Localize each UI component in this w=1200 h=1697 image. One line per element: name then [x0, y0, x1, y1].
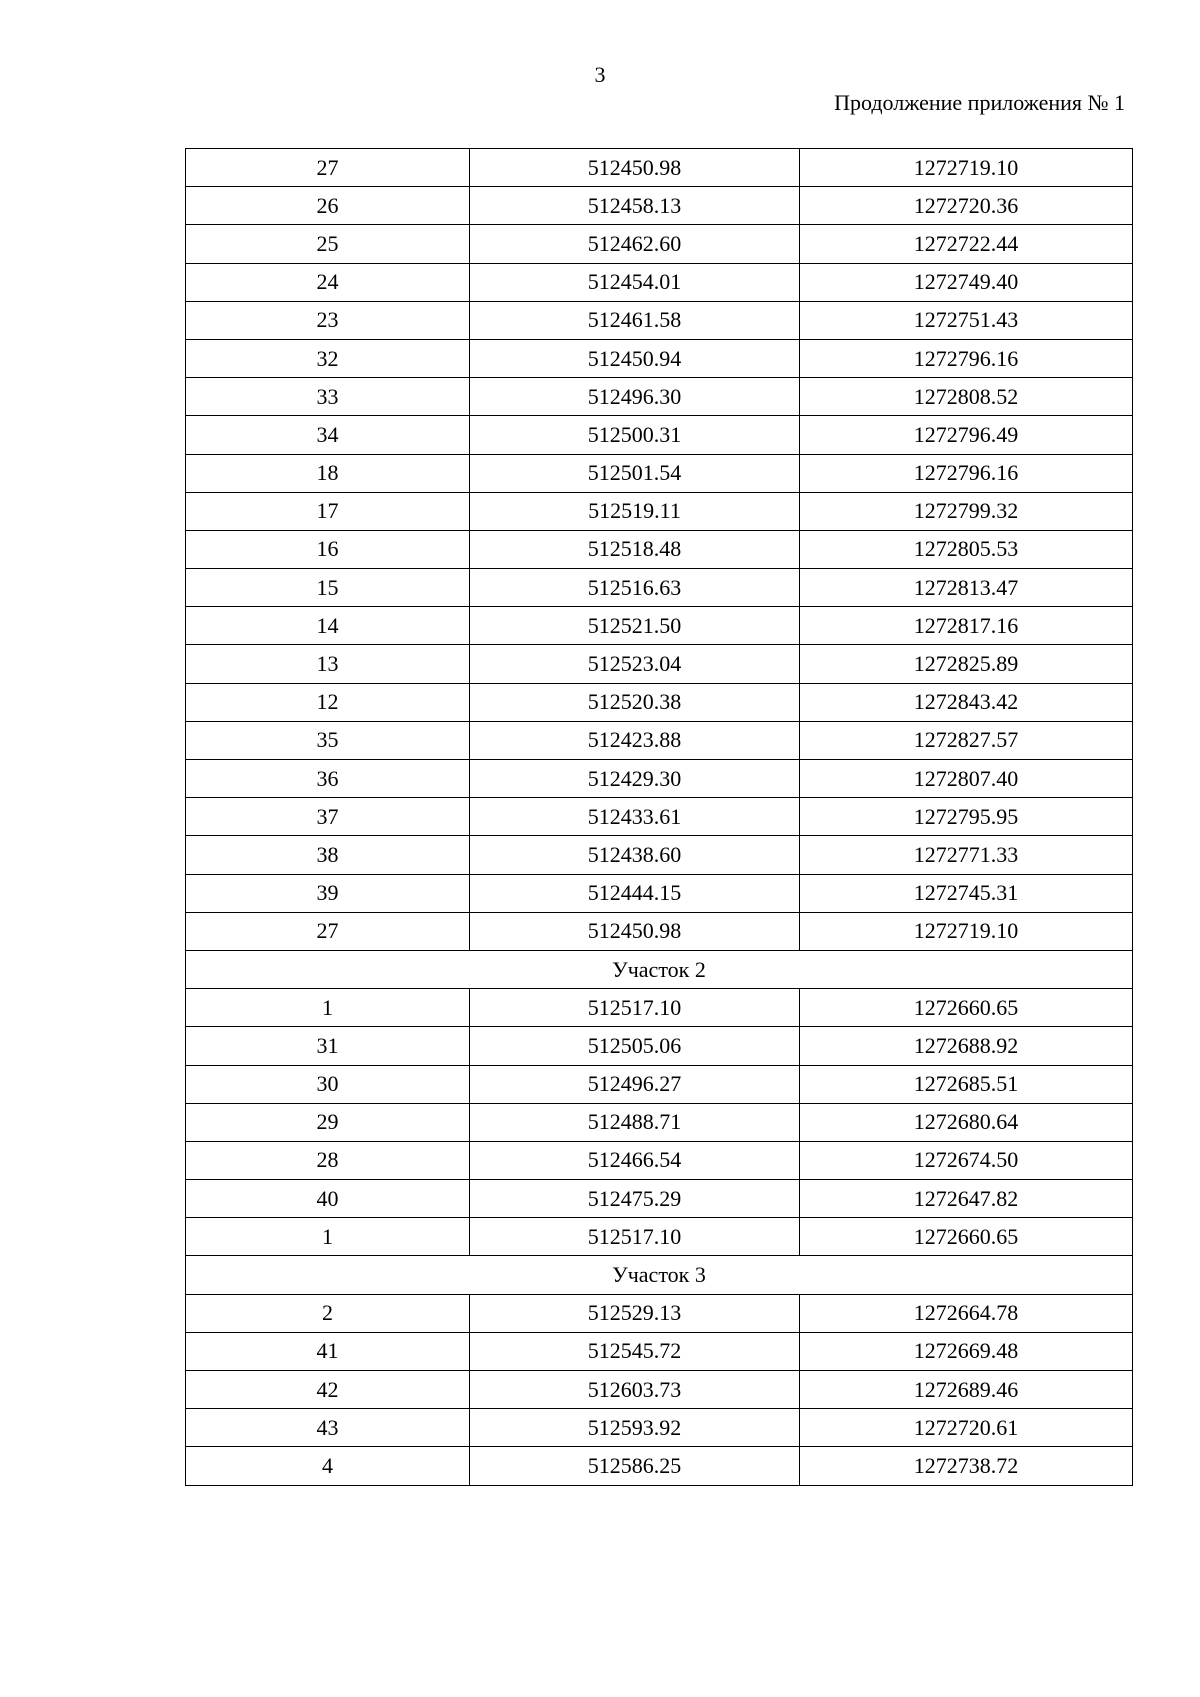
- table-row: [186, 301, 1133, 339]
- x-coordinate-cell: 512586.25: [470, 1447, 800, 1485]
- point-number-cell: 30: [186, 1065, 470, 1103]
- x-coordinate-cell: 512545.72: [470, 1332, 800, 1370]
- table-row: [186, 798, 1133, 836]
- x-coordinate-cell: 512496.27: [470, 1065, 800, 1103]
- y-coordinate-cell: 1272689.46: [800, 1371, 1133, 1409]
- y-coordinate-cell: 1272719.10: [800, 912, 1133, 950]
- x-coordinate-cell: 512521.50: [470, 607, 800, 645]
- table-row: [186, 378, 1133, 416]
- y-coordinate-cell: 1272647.82: [800, 1180, 1133, 1218]
- x-coordinate-cell: 512462.60: [470, 225, 800, 263]
- x-coordinate-cell: 512496.30: [470, 378, 800, 416]
- point-number-cell: 37: [186, 798, 470, 836]
- point-number-cell: 29: [186, 1103, 470, 1141]
- table-row: [186, 1027, 1133, 1065]
- table-row: [186, 1218, 1133, 1256]
- x-coordinate-cell: 512593.92: [470, 1409, 800, 1447]
- table-row: [186, 836, 1133, 874]
- point-number-cell: 35: [186, 721, 470, 759]
- table-row: [186, 1103, 1133, 1141]
- x-coordinate-cell: 512454.01: [470, 263, 800, 301]
- point-number-cell: 12: [186, 683, 470, 721]
- y-coordinate-cell: 1272771.33: [800, 836, 1133, 874]
- point-number-cell: 17: [186, 492, 470, 530]
- x-coordinate-cell: 512529.13: [470, 1294, 800, 1332]
- y-coordinate-cell: 1272685.51: [800, 1065, 1133, 1103]
- table-row: [186, 645, 1133, 683]
- point-number-cell: 31: [186, 1027, 470, 1065]
- table-row: [186, 149, 1133, 187]
- table-row: [186, 607, 1133, 645]
- page-number: 3: [594, 62, 606, 87]
- point-number-cell: 25: [186, 225, 470, 263]
- point-number-cell: 23: [186, 301, 470, 339]
- y-coordinate-cell: 1272680.64: [800, 1103, 1133, 1141]
- point-number-cell: 27: [186, 149, 470, 187]
- table-row: [186, 416, 1133, 454]
- table-row: [186, 1332, 1133, 1370]
- table-row: [186, 339, 1133, 377]
- section-title: Участок 3: [186, 1256, 1133, 1294]
- y-coordinate-cell: 1272796.16: [800, 454, 1133, 492]
- table-row: [186, 263, 1133, 301]
- y-coordinate-cell: 1272664.78: [800, 1294, 1133, 1332]
- x-coordinate-cell: 512523.04: [470, 645, 800, 683]
- section-header-row: [186, 950, 1133, 988]
- y-coordinate-cell: 1272808.52: [800, 378, 1133, 416]
- point-number-cell: 13: [186, 645, 470, 683]
- y-coordinate-cell: 1272669.48: [800, 1332, 1133, 1370]
- table-row: [186, 1371, 1133, 1409]
- table-row: [186, 187, 1133, 225]
- point-number-cell: 2: [186, 1294, 470, 1332]
- x-coordinate-cell: 512517.10: [470, 989, 800, 1027]
- point-number-cell: 42: [186, 1371, 470, 1409]
- x-coordinate-cell: 512501.54: [470, 454, 800, 492]
- x-coordinate-cell: 512461.58: [470, 301, 800, 339]
- coordinates-table-body: [186, 149, 1133, 1486]
- table-row: [186, 912, 1133, 950]
- y-coordinate-cell: 1272749.40: [800, 263, 1133, 301]
- y-coordinate-cell: 1272813.47: [800, 569, 1133, 607]
- point-number-cell: 1: [186, 989, 470, 1027]
- appendix-continuation-title: Продолжение приложения № 1: [834, 90, 1125, 115]
- table-row: [186, 1294, 1133, 1332]
- point-number-cell: 24: [186, 263, 470, 301]
- x-coordinate-cell: 512450.98: [470, 149, 800, 187]
- point-number-cell: 18: [186, 454, 470, 492]
- y-coordinate-cell: 1272799.32: [800, 492, 1133, 530]
- point-number-cell: 14: [186, 607, 470, 645]
- x-coordinate-cell: 512444.15: [470, 874, 800, 912]
- y-coordinate-cell: 1272751.43: [800, 301, 1133, 339]
- table-row: [186, 760, 1133, 798]
- point-number-cell: 41: [186, 1332, 470, 1370]
- y-coordinate-cell: 1272817.16: [800, 607, 1133, 645]
- point-number-cell: 1: [186, 1218, 470, 1256]
- section-header-row: [186, 1256, 1133, 1294]
- y-coordinate-cell: 1272674.50: [800, 1141, 1133, 1179]
- x-coordinate-cell: 512450.94: [470, 339, 800, 377]
- y-coordinate-cell: 1272745.31: [800, 874, 1133, 912]
- table-row: [186, 1141, 1133, 1179]
- point-number-cell: 15: [186, 569, 470, 607]
- point-number-cell: 36: [186, 760, 470, 798]
- table-row: [186, 492, 1133, 530]
- x-coordinate-cell: 512438.60: [470, 836, 800, 874]
- point-number-cell: 27: [186, 912, 470, 950]
- y-coordinate-cell: 1272719.10: [800, 149, 1133, 187]
- x-coordinate-cell: 512488.71: [470, 1103, 800, 1141]
- y-coordinate-cell: 1272795.95: [800, 798, 1133, 836]
- y-coordinate-cell: 1272827.57: [800, 721, 1133, 759]
- y-coordinate-cell: 1272805.53: [800, 530, 1133, 568]
- y-coordinate-cell: 1272720.36: [800, 187, 1133, 225]
- point-number-cell: 43: [186, 1409, 470, 1447]
- table-row: [186, 1447, 1133, 1485]
- y-coordinate-cell: 1272843.42: [800, 683, 1133, 721]
- point-number-cell: 33: [186, 378, 470, 416]
- y-coordinate-cell: 1272825.89: [800, 645, 1133, 683]
- table-row: [186, 1409, 1133, 1447]
- y-coordinate-cell: 1272796.49: [800, 416, 1133, 454]
- x-coordinate-cell: 512433.61: [470, 798, 800, 836]
- point-number-cell: 26: [186, 187, 470, 225]
- point-number-cell: 16: [186, 530, 470, 568]
- table-row: [186, 1065, 1133, 1103]
- x-coordinate-cell: 512603.73: [470, 1371, 800, 1409]
- y-coordinate-cell: 1272796.16: [800, 339, 1133, 377]
- table-row: [186, 569, 1133, 607]
- table-row: [186, 874, 1133, 912]
- table-row: [186, 454, 1133, 492]
- coordinates-table: [185, 148, 1133, 1486]
- y-coordinate-cell: 1272660.65: [800, 989, 1133, 1027]
- point-number-cell: 28: [186, 1141, 470, 1179]
- x-coordinate-cell: 512505.06: [470, 1027, 800, 1065]
- y-coordinate-cell: 1272688.92: [800, 1027, 1133, 1065]
- point-number-cell: 39: [186, 874, 470, 912]
- section-title: Участок 2: [186, 950, 1133, 988]
- point-number-cell: 34: [186, 416, 470, 454]
- x-coordinate-cell: 512520.38: [470, 683, 800, 721]
- x-coordinate-cell: 512519.11: [470, 492, 800, 530]
- point-number-cell: 4: [186, 1447, 470, 1485]
- table-row: [186, 989, 1133, 1027]
- y-coordinate-cell: 1272722.44: [800, 225, 1133, 263]
- x-coordinate-cell: 512500.31: [470, 416, 800, 454]
- table-row: [186, 225, 1133, 263]
- x-coordinate-cell: 512475.29: [470, 1180, 800, 1218]
- point-number-cell: 32: [186, 339, 470, 377]
- x-coordinate-cell: 512516.63: [470, 569, 800, 607]
- x-coordinate-cell: 512458.13: [470, 187, 800, 225]
- y-coordinate-cell: 1272660.65: [800, 1218, 1133, 1256]
- x-coordinate-cell: 512517.10: [470, 1218, 800, 1256]
- table-row: [186, 1180, 1133, 1218]
- table-row: [186, 683, 1133, 721]
- point-number-cell: 38: [186, 836, 470, 874]
- x-coordinate-cell: 512518.48: [470, 530, 800, 568]
- y-coordinate-cell: 1272807.40: [800, 760, 1133, 798]
- y-coordinate-cell: 1272720.61: [800, 1409, 1133, 1447]
- table-row: [186, 530, 1133, 568]
- x-coordinate-cell: 512423.88: [470, 721, 800, 759]
- x-coordinate-cell: 512450.98: [470, 912, 800, 950]
- x-coordinate-cell: 512466.54: [470, 1141, 800, 1179]
- table-row: [186, 721, 1133, 759]
- y-coordinate-cell: 1272738.72: [800, 1447, 1133, 1485]
- x-coordinate-cell: 512429.30: [470, 760, 800, 798]
- point-number-cell: 40: [186, 1180, 470, 1218]
